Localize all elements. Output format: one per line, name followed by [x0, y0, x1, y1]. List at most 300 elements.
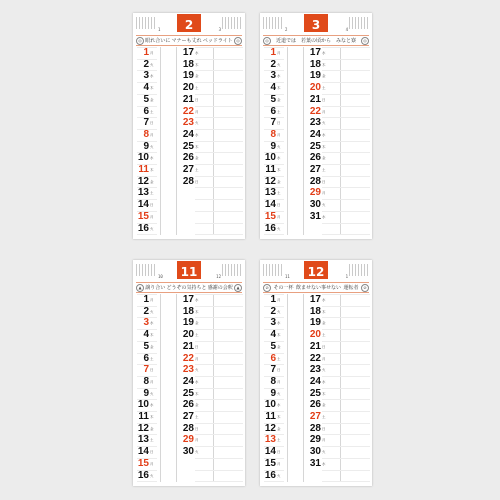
weekday-label: 木	[322, 62, 326, 67]
day-number: 24	[309, 375, 321, 387]
weekday-label: 月	[322, 356, 326, 361]
weekday-label: 水	[277, 74, 281, 79]
row-rule	[322, 164, 370, 165]
weekday-label: 金	[195, 321, 199, 326]
day-number: 5	[143, 340, 149, 352]
day-number: 28	[309, 175, 321, 187]
day-number: 15	[264, 457, 276, 469]
motto-phrase: 譲り合い	[145, 285, 166, 291]
day-number: 17	[309, 294, 321, 305]
day-entry	[262, 411, 281, 423]
traffic-sign-icon: ◎	[136, 37, 144, 45]
motto-phrase: 運転者	[343, 285, 359, 291]
weekday-label: 月	[150, 461, 154, 466]
row-rule	[195, 481, 243, 482]
row-rule	[322, 317, 370, 318]
day-number: 16	[264, 469, 276, 481]
day-entry	[262, 353, 281, 365]
weekday-label: 日	[322, 179, 326, 184]
day-number: 22	[182, 352, 194, 364]
day-number: 23	[309, 117, 321, 129]
mini-calendar-prev-month: 11	[285, 274, 290, 279]
day-number: 9	[143, 140, 149, 152]
day-entry	[262, 94, 281, 106]
weekday-label: 水	[150, 403, 154, 408]
day-number: 12	[264, 175, 276, 187]
day-entry	[305, 434, 326, 446]
weekday-label: 土	[195, 415, 199, 419]
day-entry	[262, 364, 281, 376]
row-rule	[322, 82, 370, 83]
day-number: 22	[309, 352, 321, 364]
day-number: 17	[182, 47, 194, 58]
weekday-label: 土	[150, 438, 154, 443]
day-entry	[178, 176, 199, 188]
weekday-label: 水	[322, 379, 326, 384]
day-entry	[262, 458, 281, 470]
day-number: 27	[309, 411, 321, 422]
day-entry	[305, 446, 326, 458]
day-number: 30	[182, 446, 194, 458]
day-entry	[135, 317, 154, 329]
day-entry	[178, 141, 199, 153]
weekday-label: 金	[195, 74, 199, 79]
day-number: 13	[137, 187, 149, 199]
day-number: 26	[309, 152, 321, 164]
weekday-label: 金	[150, 179, 154, 184]
day-entry	[305, 399, 326, 411]
day-entry	[135, 129, 154, 141]
column-divider	[287, 294, 288, 482]
day-entry	[305, 341, 326, 353]
row-rule	[322, 47, 370, 48]
weekday-label: 日	[322, 426, 326, 431]
weekday-label: 土	[195, 333, 199, 338]
day-number: 19	[182, 70, 194, 82]
row-rule	[195, 470, 243, 471]
weekday-label: 水	[195, 298, 199, 302]
panel-header	[260, 260, 372, 280]
column-divider	[287, 47, 288, 235]
column-divider	[303, 294, 304, 482]
row-rule	[322, 223, 370, 224]
day-entry	[135, 341, 154, 353]
day-entry	[178, 364, 199, 376]
weekday-label: 月	[277, 51, 281, 55]
day-number: 30	[309, 199, 321, 211]
day-number: 18	[182, 305, 194, 317]
day-entry	[178, 399, 199, 411]
day-entry	[135, 82, 154, 94]
weekday-label: 土	[322, 333, 326, 338]
row-rule	[322, 446, 370, 447]
row-rule	[195, 294, 243, 295]
column-divider	[176, 47, 177, 235]
day-number: 2	[270, 305, 276, 317]
weekday-label: 火	[277, 309, 281, 314]
day-number: 16	[137, 222, 149, 234]
day-number: 14	[137, 446, 149, 458]
calendar-panel-mar	[260, 13, 372, 239]
day-entry	[178, 117, 199, 129]
day-entry	[305, 411, 326, 423]
weekday-label: 土	[150, 191, 154, 196]
row-rule	[195, 329, 243, 330]
day-entry	[305, 423, 326, 435]
day-number: 11	[265, 164, 276, 175]
day-number: 10	[264, 399, 276, 411]
weekday-label: 木	[150, 333, 154, 338]
month-number: 2	[177, 18, 201, 32]
mini-calendar-prev-month: 10	[158, 274, 163, 279]
row-rule	[322, 353, 370, 354]
day-number: 10	[264, 152, 276, 164]
weekday-label: 火	[322, 203, 326, 208]
mini-calendar-prev-month: 2	[285, 27, 288, 32]
day-entry	[178, 306, 199, 318]
column-divider	[303, 47, 304, 235]
weekday-label: 水	[195, 132, 199, 137]
day-entry	[178, 341, 199, 353]
day-number: 14	[264, 446, 276, 458]
day-number: 13	[137, 434, 149, 446]
row-rule	[322, 106, 370, 107]
row-rule	[322, 141, 370, 142]
motto-strip	[263, 35, 369, 46]
weekday-label: 火	[150, 391, 154, 396]
weekday-label: 火	[277, 62, 281, 67]
row-rule	[195, 211, 243, 212]
mini-calendar-next-month: 1	[345, 274, 348, 279]
day-number: 13	[264, 187, 276, 199]
mini-calendar-prev-month: 1	[158, 27, 161, 32]
day-number: 12	[137, 422, 149, 434]
row-rule	[195, 399, 243, 400]
day-entry	[305, 211, 326, 223]
day-entry	[305, 388, 326, 400]
row-rule	[322, 211, 370, 212]
day-number: 23	[182, 364, 194, 376]
day-number: 22	[182, 105, 194, 117]
day-entry	[135, 176, 154, 188]
weekday-label: 金	[195, 156, 199, 161]
calendar-panel-nov	[133, 260, 245, 486]
row-rule	[195, 199, 243, 200]
weekday-label: 金	[322, 74, 326, 79]
day-entry	[262, 329, 281, 341]
day-number: 6	[143, 352, 149, 364]
weekday-label: 水	[150, 321, 154, 326]
day-entry	[262, 294, 281, 306]
day-entry	[135, 399, 154, 411]
weekday-label: 火	[277, 391, 281, 396]
day-number: 9	[270, 387, 276, 399]
row-rule	[322, 423, 370, 424]
day-number: 6	[143, 105, 149, 117]
weekday-label: 火	[195, 368, 199, 373]
day-entry	[305, 117, 326, 129]
day-entry	[305, 129, 326, 141]
traffic-sign-icon: ◎	[361, 37, 369, 45]
day-entry	[305, 59, 326, 71]
month-number: 11	[177, 265, 201, 279]
day-entry	[305, 199, 326, 211]
weekday-label: 水	[195, 379, 199, 384]
day-number: 20	[182, 82, 194, 94]
weekday-label: 火	[150, 144, 154, 149]
day-number: 26	[309, 399, 321, 411]
row-rule	[195, 117, 243, 118]
motto-phrase: その一杯	[273, 285, 294, 291]
day-entry	[305, 306, 326, 318]
weekday-label: 日	[322, 344, 326, 349]
row-rule	[322, 129, 370, 130]
day-number: 1	[143, 294, 149, 305]
day-number: 22	[309, 105, 321, 117]
day-entry	[305, 317, 326, 329]
motto-phrase: 近道では	[275, 38, 296, 44]
day-number: 27	[182, 164, 194, 175]
day-number: 21	[182, 340, 194, 352]
day-number: 25	[182, 387, 194, 399]
day-entry	[305, 294, 326, 306]
panel-header	[133, 260, 245, 280]
day-entry	[135, 117, 154, 129]
row-rule	[195, 164, 243, 165]
day-entry	[305, 364, 326, 376]
no-entry-sign-icon: ⊘	[263, 284, 271, 292]
mini-calendar-prev	[263, 17, 283, 29]
weekday-label: 木	[322, 391, 326, 396]
day-number: 9	[270, 140, 276, 152]
weekday-label: 土	[277, 356, 281, 361]
day-number: 3	[143, 317, 149, 329]
row-rule	[322, 481, 370, 482]
weekday-label: 木	[150, 86, 154, 91]
day-entry	[262, 59, 281, 71]
weekday-label: 水	[322, 132, 326, 137]
weekday-label: 金	[322, 156, 326, 161]
day-number: 26	[182, 399, 194, 411]
day-entry	[178, 294, 199, 306]
day-number: 11	[138, 411, 149, 422]
panel-header	[260, 13, 372, 33]
weekday-label: 土	[277, 191, 281, 196]
weekday-label: 木	[195, 309, 199, 314]
day-number: 6	[270, 105, 276, 117]
month-number: 12	[304, 265, 328, 279]
day-entry	[305, 94, 326, 106]
day-number: 1	[270, 47, 276, 58]
day-number: 8	[143, 128, 149, 140]
day-number: 20	[309, 329, 321, 341]
day-entry	[135, 411, 154, 423]
day-entry	[178, 353, 199, 365]
weekday-label: 日	[277, 203, 281, 208]
motto-strip	[136, 35, 242, 46]
row-rule	[195, 59, 243, 60]
weekday-label: 水	[277, 156, 281, 161]
weekday-label: 火	[150, 62, 154, 67]
day-number: 14	[137, 199, 149, 211]
mini-calendar-next-month: 3	[218, 27, 221, 32]
day-entry	[262, 317, 281, 329]
day-number: 26	[182, 152, 194, 164]
weekday-label: 木	[195, 62, 199, 67]
weekday-label: 月	[277, 461, 281, 466]
day-number: 8	[270, 375, 276, 387]
motto-phrase: 眼れ合いに	[145, 38, 171, 44]
day-number: 27	[309, 164, 321, 175]
weekday-label: 水	[277, 321, 281, 326]
day-entry	[178, 129, 199, 141]
day-entry	[135, 47, 154, 59]
weekday-label: 土	[150, 109, 154, 114]
day-entry	[178, 411, 199, 423]
day-number: 24	[182, 128, 194, 140]
day-entry	[262, 399, 281, 411]
day-number: 10	[137, 152, 149, 164]
mini-calendar-prev	[263, 264, 283, 276]
day-number: 3	[270, 317, 276, 329]
motto-phrase: みなと寮	[335, 38, 356, 44]
weekday-label: 水	[322, 214, 326, 219]
day-number: 15	[264, 210, 276, 222]
day-number: 24	[309, 128, 321, 140]
weekday-label: 金	[195, 403, 199, 408]
weekday-label: 月	[195, 109, 199, 114]
row-rule	[195, 47, 243, 48]
day-entry	[135, 141, 154, 153]
row-rule	[322, 152, 370, 153]
weekday-label: 日	[150, 121, 154, 126]
row-rule	[322, 329, 370, 330]
day-entry	[262, 187, 281, 199]
mini-calendar-next	[349, 264, 369, 276]
day-number: 4	[270, 82, 276, 94]
weekday-label: 月	[150, 298, 154, 302]
row-rule	[322, 199, 370, 200]
day-number: 27	[182, 411, 194, 422]
day-number: 12	[137, 175, 149, 187]
day-entry	[305, 353, 326, 365]
day-entry	[178, 423, 199, 435]
weekday-label: 月	[322, 438, 326, 443]
motto-strip	[136, 282, 242, 293]
weekday-label: 水	[322, 461, 326, 466]
day-entry	[305, 141, 326, 153]
weekday-label: 木	[150, 168, 154, 172]
weekday-label: 金	[322, 403, 326, 408]
weekday-label: 日	[150, 450, 154, 455]
weekday-label: 金	[277, 426, 281, 431]
day-number: 29	[309, 187, 321, 199]
day-number: 14	[264, 199, 276, 211]
weekday-label: 火	[322, 368, 326, 373]
month-number: 3	[304, 18, 328, 32]
day-number: 19	[309, 317, 321, 329]
row-rule	[322, 364, 370, 365]
day-entry	[178, 152, 199, 164]
weekday-label: 木	[195, 144, 199, 149]
weekday-label: 月	[150, 132, 154, 137]
day-entry	[135, 470, 154, 482]
day-entry	[305, 376, 326, 388]
day-entry	[135, 94, 154, 106]
calendar-panel-feb	[133, 13, 245, 239]
motto-phrase: どうぞの気持ちと	[166, 285, 207, 291]
weekday-label: 金	[150, 344, 154, 349]
day-number: 4	[143, 329, 149, 341]
weekday-label: 火	[150, 473, 154, 478]
day-entry	[305, 47, 326, 59]
day-entry	[262, 470, 281, 482]
row-rule	[322, 117, 370, 118]
day-number: 4	[270, 329, 276, 341]
mini-calendar-prev	[136, 17, 156, 29]
day-number: 15	[137, 457, 149, 469]
row-rule	[322, 388, 370, 389]
weekday-label: 金	[277, 344, 281, 349]
day-number: 21	[309, 93, 321, 105]
day-number: 5	[270, 340, 276, 352]
day-number: 18	[182, 58, 194, 70]
row-rule	[322, 411, 370, 412]
row-rule	[195, 82, 243, 83]
day-number: 19	[309, 70, 321, 82]
day-entry	[305, 329, 326, 341]
day-number: 21	[309, 340, 321, 352]
day-entry	[135, 376, 154, 388]
row-rule	[195, 353, 243, 354]
day-entry	[305, 70, 326, 82]
weekday-label: 月	[277, 132, 281, 137]
day-entry	[135, 434, 154, 446]
day-entry	[135, 223, 154, 235]
day-number: 8	[143, 375, 149, 387]
weekday-label: 水	[322, 51, 326, 55]
weekday-label: 木	[277, 168, 281, 172]
weekday-label: 月	[277, 379, 281, 384]
day-number: 16	[264, 222, 276, 234]
column-divider	[160, 294, 161, 482]
day-number: 24	[182, 375, 194, 387]
day-number: 6	[270, 352, 276, 364]
day-number: 23	[182, 117, 194, 129]
motto-phrase: マナーも丈れ	[171, 38, 202, 44]
day-entry	[305, 82, 326, 94]
weekday-label: 火	[277, 226, 281, 231]
row-rule	[322, 470, 370, 471]
day-entry	[262, 82, 281, 94]
day-list	[133, 47, 245, 235]
mini-calendar-prev	[136, 264, 156, 276]
weekday-label: 土	[322, 415, 326, 419]
weekday-label: 月	[150, 214, 154, 219]
row-rule	[322, 458, 370, 459]
day-entry	[178, 388, 199, 400]
day-entry	[135, 187, 154, 199]
weekday-label: 火	[150, 309, 154, 314]
day-entry	[135, 423, 154, 435]
panel-header	[133, 13, 245, 33]
day-entry	[178, 446, 199, 458]
day-number: 25	[182, 140, 194, 152]
day-entry	[262, 306, 281, 318]
day-number: 28	[182, 175, 194, 187]
weekday-label: 火	[277, 144, 281, 149]
row-rule	[195, 94, 243, 95]
